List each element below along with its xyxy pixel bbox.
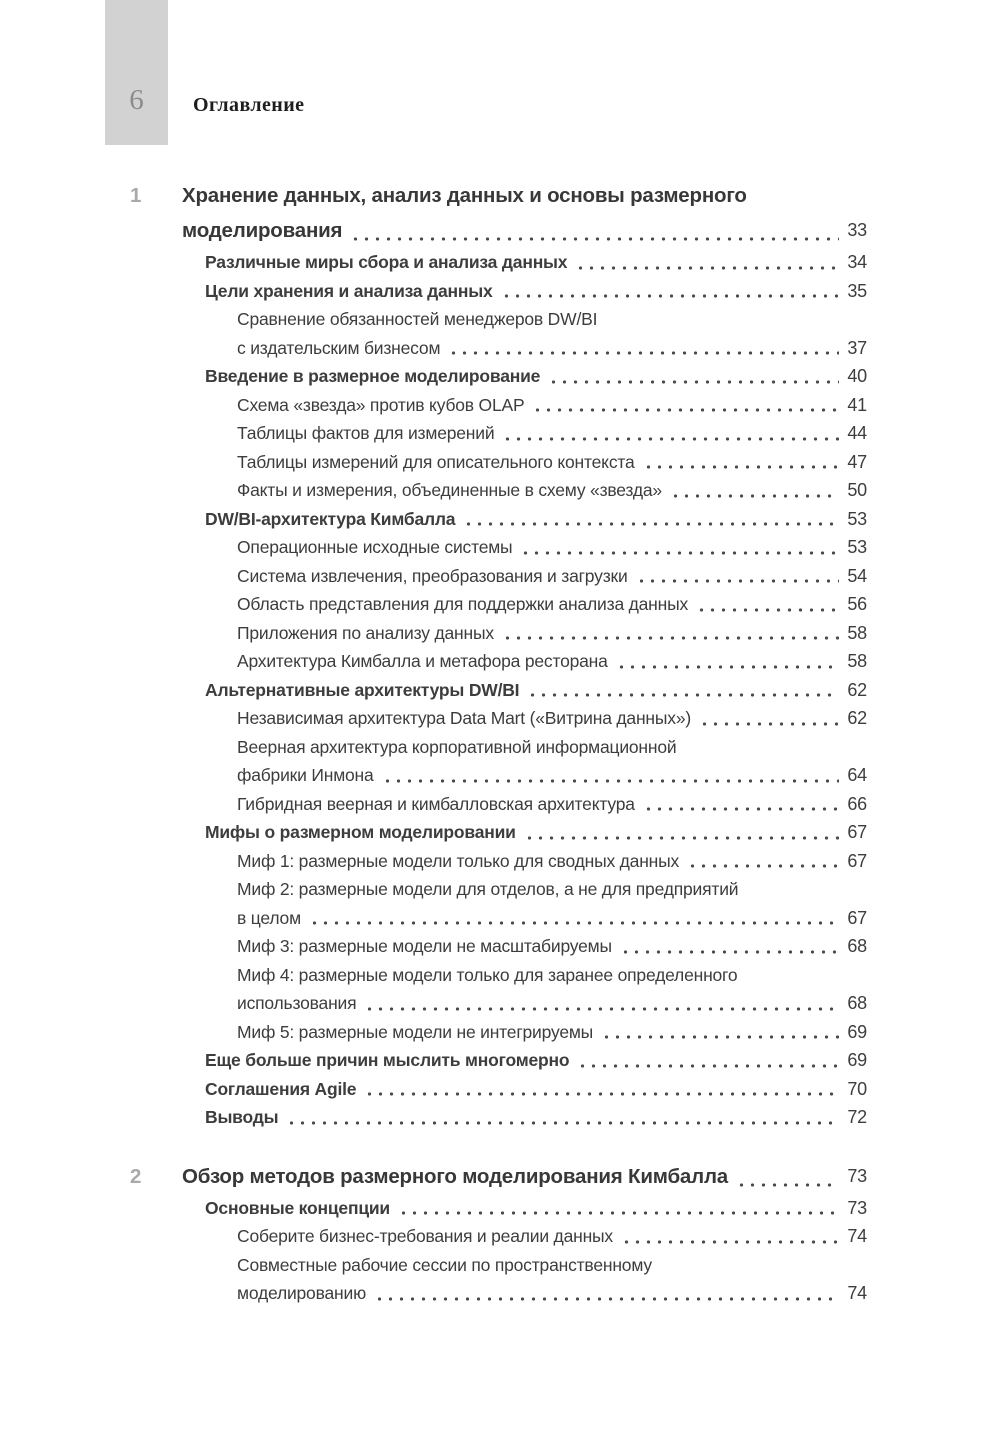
page-number: 33: [847, 220, 867, 240]
page-corner-bar: [105, 0, 168, 145]
dot-leader: [382, 776, 840, 786]
toc-entry-row[interactable]: [130, 419, 867, 448]
chapter-number: 1: [130, 184, 142, 207]
entry-title: Система извлечения, преобразования и загрузки: [237, 565, 628, 586]
toc-entry-row[interactable]: [130, 1222, 867, 1251]
toc-entry-row[interactable]: [130, 676, 867, 705]
page-number: 53: [847, 508, 867, 529]
entry-title: Соглашения Agile: [205, 1078, 357, 1099]
entry-title: Еще больше причин мыслить многомерно: [205, 1050, 570, 1070]
page-number: 37: [847, 337, 867, 358]
entry-title: Область представления для поддержки анализа данных: [237, 594, 689, 614]
toc-entry-row[interactable]: [130, 647, 867, 676]
dot-leader: [502, 434, 839, 444]
entry-title: Факты и измерения, объединенные в схему «звезда»: [237, 480, 662, 500]
dot-leader: [350, 234, 839, 244]
toc-list: [130, 178, 867, 1308]
page-number: 35: [847, 280, 867, 301]
toc-entry-row[interactable]: [130, 733, 867, 762]
entry-title: Выводы: [205, 1107, 279, 1127]
toc-chapter-row[interactable]: [130, 213, 867, 248]
dot-leader: [374, 1294, 839, 1304]
dot-leader: [601, 1032, 839, 1042]
toc-entry-row[interactable]: [130, 875, 867, 904]
page-number: 53: [847, 537, 867, 557]
toc-entry-row[interactable]: [130, 1194, 867, 1223]
entry-title: Цели хранения и анализа данных: [205, 280, 493, 301]
toc-entry-row[interactable]: [130, 505, 867, 534]
toc-entry-row[interactable]: [130, 334, 867, 363]
page-number: 67: [847, 907, 867, 928]
toc-entry-row[interactable]: [130, 818, 867, 847]
dot-leader: [524, 833, 840, 843]
dot-leader: [620, 947, 839, 957]
page-number: 47: [847, 451, 867, 472]
toc-entry-row[interactable]: [130, 904, 867, 933]
toc-entry-row[interactable]: [130, 277, 867, 306]
toc-entry-row[interactable]: [130, 362, 867, 391]
page-number: 54: [847, 565, 867, 586]
entry-title: Гибридная веерная и кимбалловская архитектура: [237, 793, 635, 814]
toc-entry-row[interactable]: [130, 961, 867, 990]
dot-leader: [736, 1180, 839, 1190]
dot-leader: [501, 291, 840, 301]
page-number: 58: [847, 651, 867, 671]
dot-leader: [621, 1237, 839, 1247]
page-number: 64: [847, 765, 867, 785]
toc-entry-row[interactable]: [130, 1046, 867, 1075]
page-number: 70: [847, 1078, 867, 1099]
entry-title: Хранение данных, анализ данных и основы размерного: [182, 184, 747, 207]
page-number: 72: [847, 1107, 867, 1127]
entry-title: Мифы о размерном моделировании: [205, 822, 516, 842]
page-number: 62: [847, 708, 867, 728]
toc-entry-row[interactable]: [130, 1251, 867, 1280]
entry-title: Миф 5: размерные модели не интегрируемы: [237, 1021, 594, 1042]
toc-entry-row[interactable]: [130, 1075, 867, 1104]
toc-entry-row[interactable]: [130, 248, 867, 277]
page-number: 67: [847, 850, 867, 871]
page-number: 40: [847, 366, 867, 386]
running-header: Оглавление: [193, 94, 305, 116]
entry-title: Обзор методов размерного моделирования Кимбалла: [182, 1164, 728, 1188]
entry-title: Таблицы измерений для описательного контекста: [237, 451, 635, 472]
toc-entry-row[interactable]: [130, 704, 867, 733]
entry-title: Миф 2: размерные модели для отделов, а не для предприятий: [237, 879, 739, 899]
dot-leader: [575, 263, 839, 273]
entry-title: Соберите бизнес-требования и реалии данных: [237, 1226, 613, 1246]
toc-entry-row[interactable]: [130, 1279, 867, 1308]
entry-title: в целом: [237, 907, 301, 928]
entry-title: с издательским бизнесом: [237, 337, 441, 358]
entry-title: Совместные рабочие сессии по пространственному: [237, 1254, 652, 1275]
page-number: 41: [847, 394, 867, 415]
toc-entry-row[interactable]: [130, 590, 867, 619]
dot-leader: [636, 576, 840, 586]
toc-entry-row[interactable]: [130, 533, 867, 562]
entry-title: Таблицы фактов для измерений: [237, 423, 495, 443]
page-number: 62: [847, 679, 867, 700]
page-number: 74: [847, 1226, 867, 1246]
page-number: 68: [847, 936, 867, 956]
dot-leader: [364, 1004, 839, 1014]
dot-leader: [643, 804, 840, 814]
toc-chapter-row[interactable]: [130, 1159, 867, 1194]
entry-title: Схема «звезда» против кубов OLAP: [237, 394, 525, 415]
entry-title: Миф 3: размерные модели не масштабируемы: [237, 936, 612, 956]
dot-leader: [699, 719, 839, 729]
page-number: 69: [847, 1021, 867, 1042]
dot-leader: [364, 1089, 839, 1099]
dot-leader: [286, 1118, 839, 1128]
page-number: 73: [847, 1165, 867, 1186]
dot-leader: [696, 605, 839, 615]
page-number: 44: [847, 423, 867, 443]
toc-entry-row[interactable]: [130, 1018, 867, 1047]
page-number: 74: [847, 1283, 867, 1303]
page-number: 73: [847, 1197, 867, 1218]
chapter-number: 2: [130, 1164, 142, 1188]
toc-entry-row[interactable]: [130, 391, 867, 420]
entry-title: Миф 1: размерные модели только для сводных данных: [237, 850, 680, 871]
entry-title: Введение в размерное моделирование: [205, 366, 541, 386]
entry-title: моделированию: [237, 1283, 366, 1303]
dot-leader: [520, 548, 839, 558]
page-number: 34: [847, 252, 867, 272]
dot-leader: [616, 662, 840, 672]
toc-entry-row[interactable]: [130, 790, 867, 819]
dot-leader: [527, 690, 839, 700]
dot-leader: [502, 633, 840, 643]
entry-title: Миф 4: размерные модели только для заранее определенного: [237, 964, 738, 985]
toc-entry-row[interactable]: [130, 619, 867, 648]
entry-title: Архитектура Кимбалла и метафора ресторана: [237, 651, 608, 671]
dot-leader: [532, 405, 839, 415]
page-number: 50: [847, 480, 867, 500]
dot-leader: [670, 491, 839, 501]
entry-title: Приложения по анализу данных: [237, 622, 494, 643]
page-number: 67: [847, 822, 867, 842]
dot-leader: [448, 348, 839, 358]
entry-title: моделирования: [182, 219, 343, 242]
page-number: 69: [847, 1050, 867, 1070]
dot-leader: [463, 519, 839, 529]
page-number: 68: [847, 993, 867, 1013]
toc-entry-row[interactable]: [130, 448, 867, 477]
entry-title: Альтернативные архитектуры DW/BI: [205, 679, 520, 700]
toc-entry-row[interactable]: [130, 847, 867, 876]
dot-leader: [398, 1208, 839, 1218]
entry-title: Операционные исходные системы: [237, 537, 513, 557]
toc-entry-row[interactable]: [130, 989, 867, 1018]
entry-title: Сравнение обязанностей менеджеров DW/BI: [237, 309, 598, 329]
entry-title: DW/BI-архитектура Кимбалла: [205, 508, 456, 529]
toc-entry-row[interactable]: [130, 761, 867, 790]
toc-entry-row[interactable]: [130, 562, 867, 591]
dot-leader: [577, 1061, 839, 1071]
dot-leader: [643, 462, 840, 472]
toc-entry-row[interactable]: [130, 476, 867, 505]
dot-leader: [548, 377, 839, 387]
entry-title: Независимая архитектура Data Mart («Витрина данных»): [237, 708, 691, 728]
entry-title: фабрики Инмона: [237, 765, 374, 785]
page-number: 58: [847, 622, 867, 643]
dot-leader: [309, 918, 839, 928]
entry-title: Веерная архитектура корпоративной информационной: [237, 736, 677, 757]
toc-entry-row[interactable]: [130, 932, 867, 961]
toc-entry-row[interactable]: [130, 1103, 867, 1132]
entry-title: использования: [237, 993, 357, 1013]
entry-title: Различные миры сбора и анализа данных: [205, 252, 568, 272]
toc-chapter-row[interactable]: [130, 178, 867, 213]
entry-title: Основные концепции: [205, 1197, 390, 1218]
toc-entry-row[interactable]: [130, 305, 867, 334]
page-number: 66: [847, 793, 867, 814]
page-number-folio: 6: [129, 84, 144, 116]
dot-leader: [687, 861, 839, 871]
page-number: 56: [847, 594, 867, 614]
